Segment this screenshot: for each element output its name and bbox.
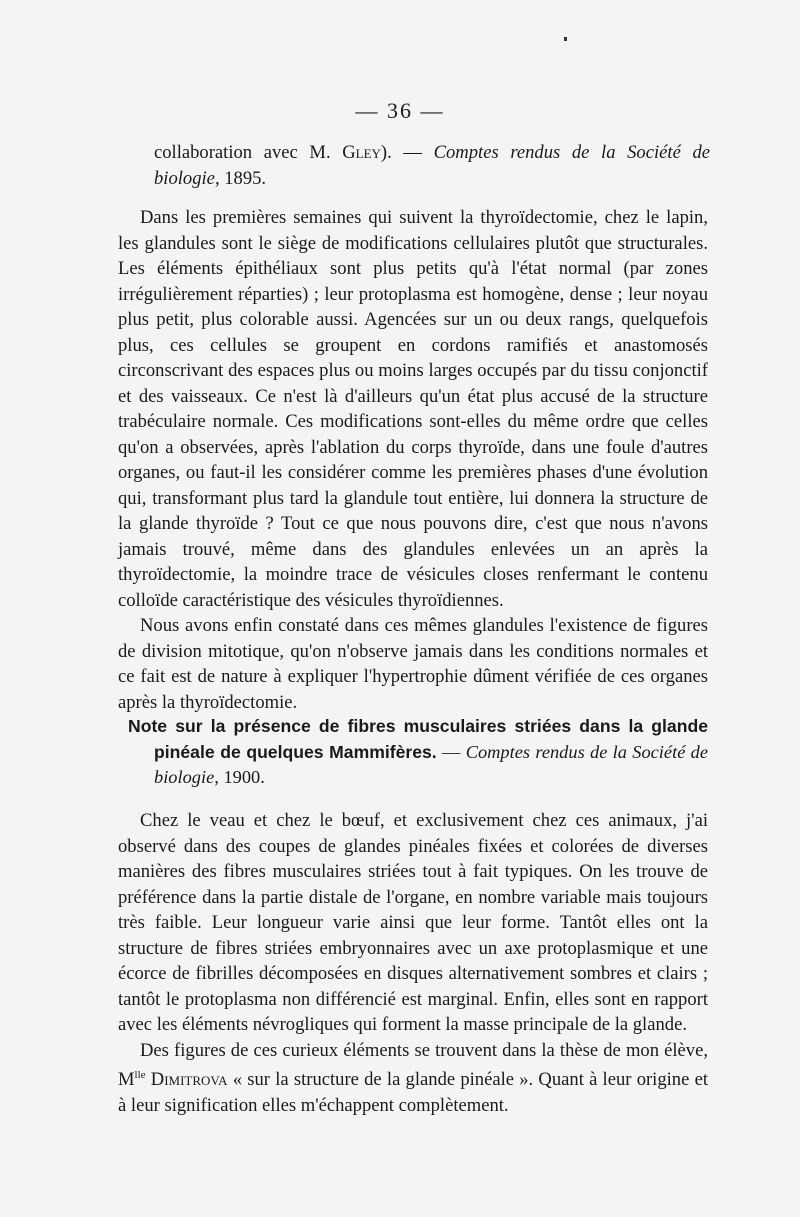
continued-reference [118,140,710,191]
reference-text [154,140,710,191]
section2-paragraph-2 [118,1038,708,1119]
reference-journal: Comptes rendus de la Société de biologie, [154,142,710,189]
section2-ref-dash: — [436,741,466,762]
page-number: — 36 — [355,98,445,123]
section2-title-line [118,714,708,791]
section2-paragraph-1: Chez le veau et chez le bœuf, et exclusivement chez ces animaux, j'ai observé dans des coupes de glandes pinéales fixées et colorées de diverses manières des fibres musculaires striées tout à fait typiques. On les trouve de préférence dans la partie distale de l'organe, en nombre variable mais toujours très faible. Leur longueur varie ainsi que leur forme. Tantôt elles ont la structure de fibres striées embryonnaires avec un axe protoplasmique et une écorce de fibrilles décomposées en disques alternativement sombres et clairs ; tantôt le protoplasma non différencié est marginal. Enfin, elles sont en rapport avec les éléments névrogliques qui forment la masse principale de la glande. [118,810,708,1035]
section1-paragraph-2: Nous avons enfin constaté dans ces mêmes glandules l'existence de figures de division mitotique, qu'on n'observe jamais dans les conditions normales et ce fait est de nature à expliquer l'hypertrophie dûment vérifiée de ces organes après la thyroïdectomie. [118,615,708,713]
paragraph2-start: Des figures de ces curieux éléments se trouvent dans la thèse de mon élève, M [118,1039,708,1091]
section2-body [118,808,708,1118]
section1-body [118,205,708,715]
paragraph2-name: Dimitrova [145,1069,228,1091]
section2-title: Note sur la présence de fibres musculaires striées dans la glande pinéale de quelques Mammifères. [128,716,708,762]
reference-year: 1895. [219,167,267,189]
paragraph2-superscript: lle [134,1069,146,1081]
reference-author: Gley [342,142,381,163]
section2-heading [118,714,708,791]
reference-start: collaboration avec M. [154,142,343,163]
section2-ref-year: 1900. [218,767,265,787]
reference-separator: ). — [380,142,434,163]
section1-paragraph-1: Dans les premières semaines qui suivent la thyroïdectomie, chez le lapin, les glandules sont le siège de modifications cellulaires plutôt que structurales. Les éléments épithéliaux sont plus petits qu'à l'état normal (par zones irrégulièrement réparties) ; leur protoplasma est homogène, dense ; leur noyau plus petit, plus colorable aussi. Agencées sur un ou deux rangs, quelquefois plus, ces cellules se groupent en cordons ramifiés et anastomosés circonscrivant des espaces plus ou moins larges occupés par du tissu conjonctif et des vaisseaux. Ce n'est là d'ailleurs qu'un état plus accusé de la structure trabéculaire normale. Ces modifications sont-elles du même ordre que celles qu'on a observées, après l'ablation du corps thyroïde, dans une foule d'autres organes, ou faut-il les considérer comme les premières phases d'une évolution qui, transformant plus tard la glandule tout entière, lui donnera la structure de la glande thyroïde ? Tout ce que nous pouvons dire, c'est que nous n'avons jamais trouvé, même dans des glandules enlevées un an après la thyroïdectomie, la moindre trace de vésicules closes renfermant le contenu colloïde caractéristique des vésicules thyroïdiennes. [118,207,708,611]
ink-speck [564,37,567,41]
section2-ref-journal: Comptes rendus de la Société de biologie, [154,741,709,787]
paragraph2-end: « sur la structure de la glande pinéale ». Quant à leur origine et à leur signification elles m'échappent complètement. [118,1069,708,1116]
